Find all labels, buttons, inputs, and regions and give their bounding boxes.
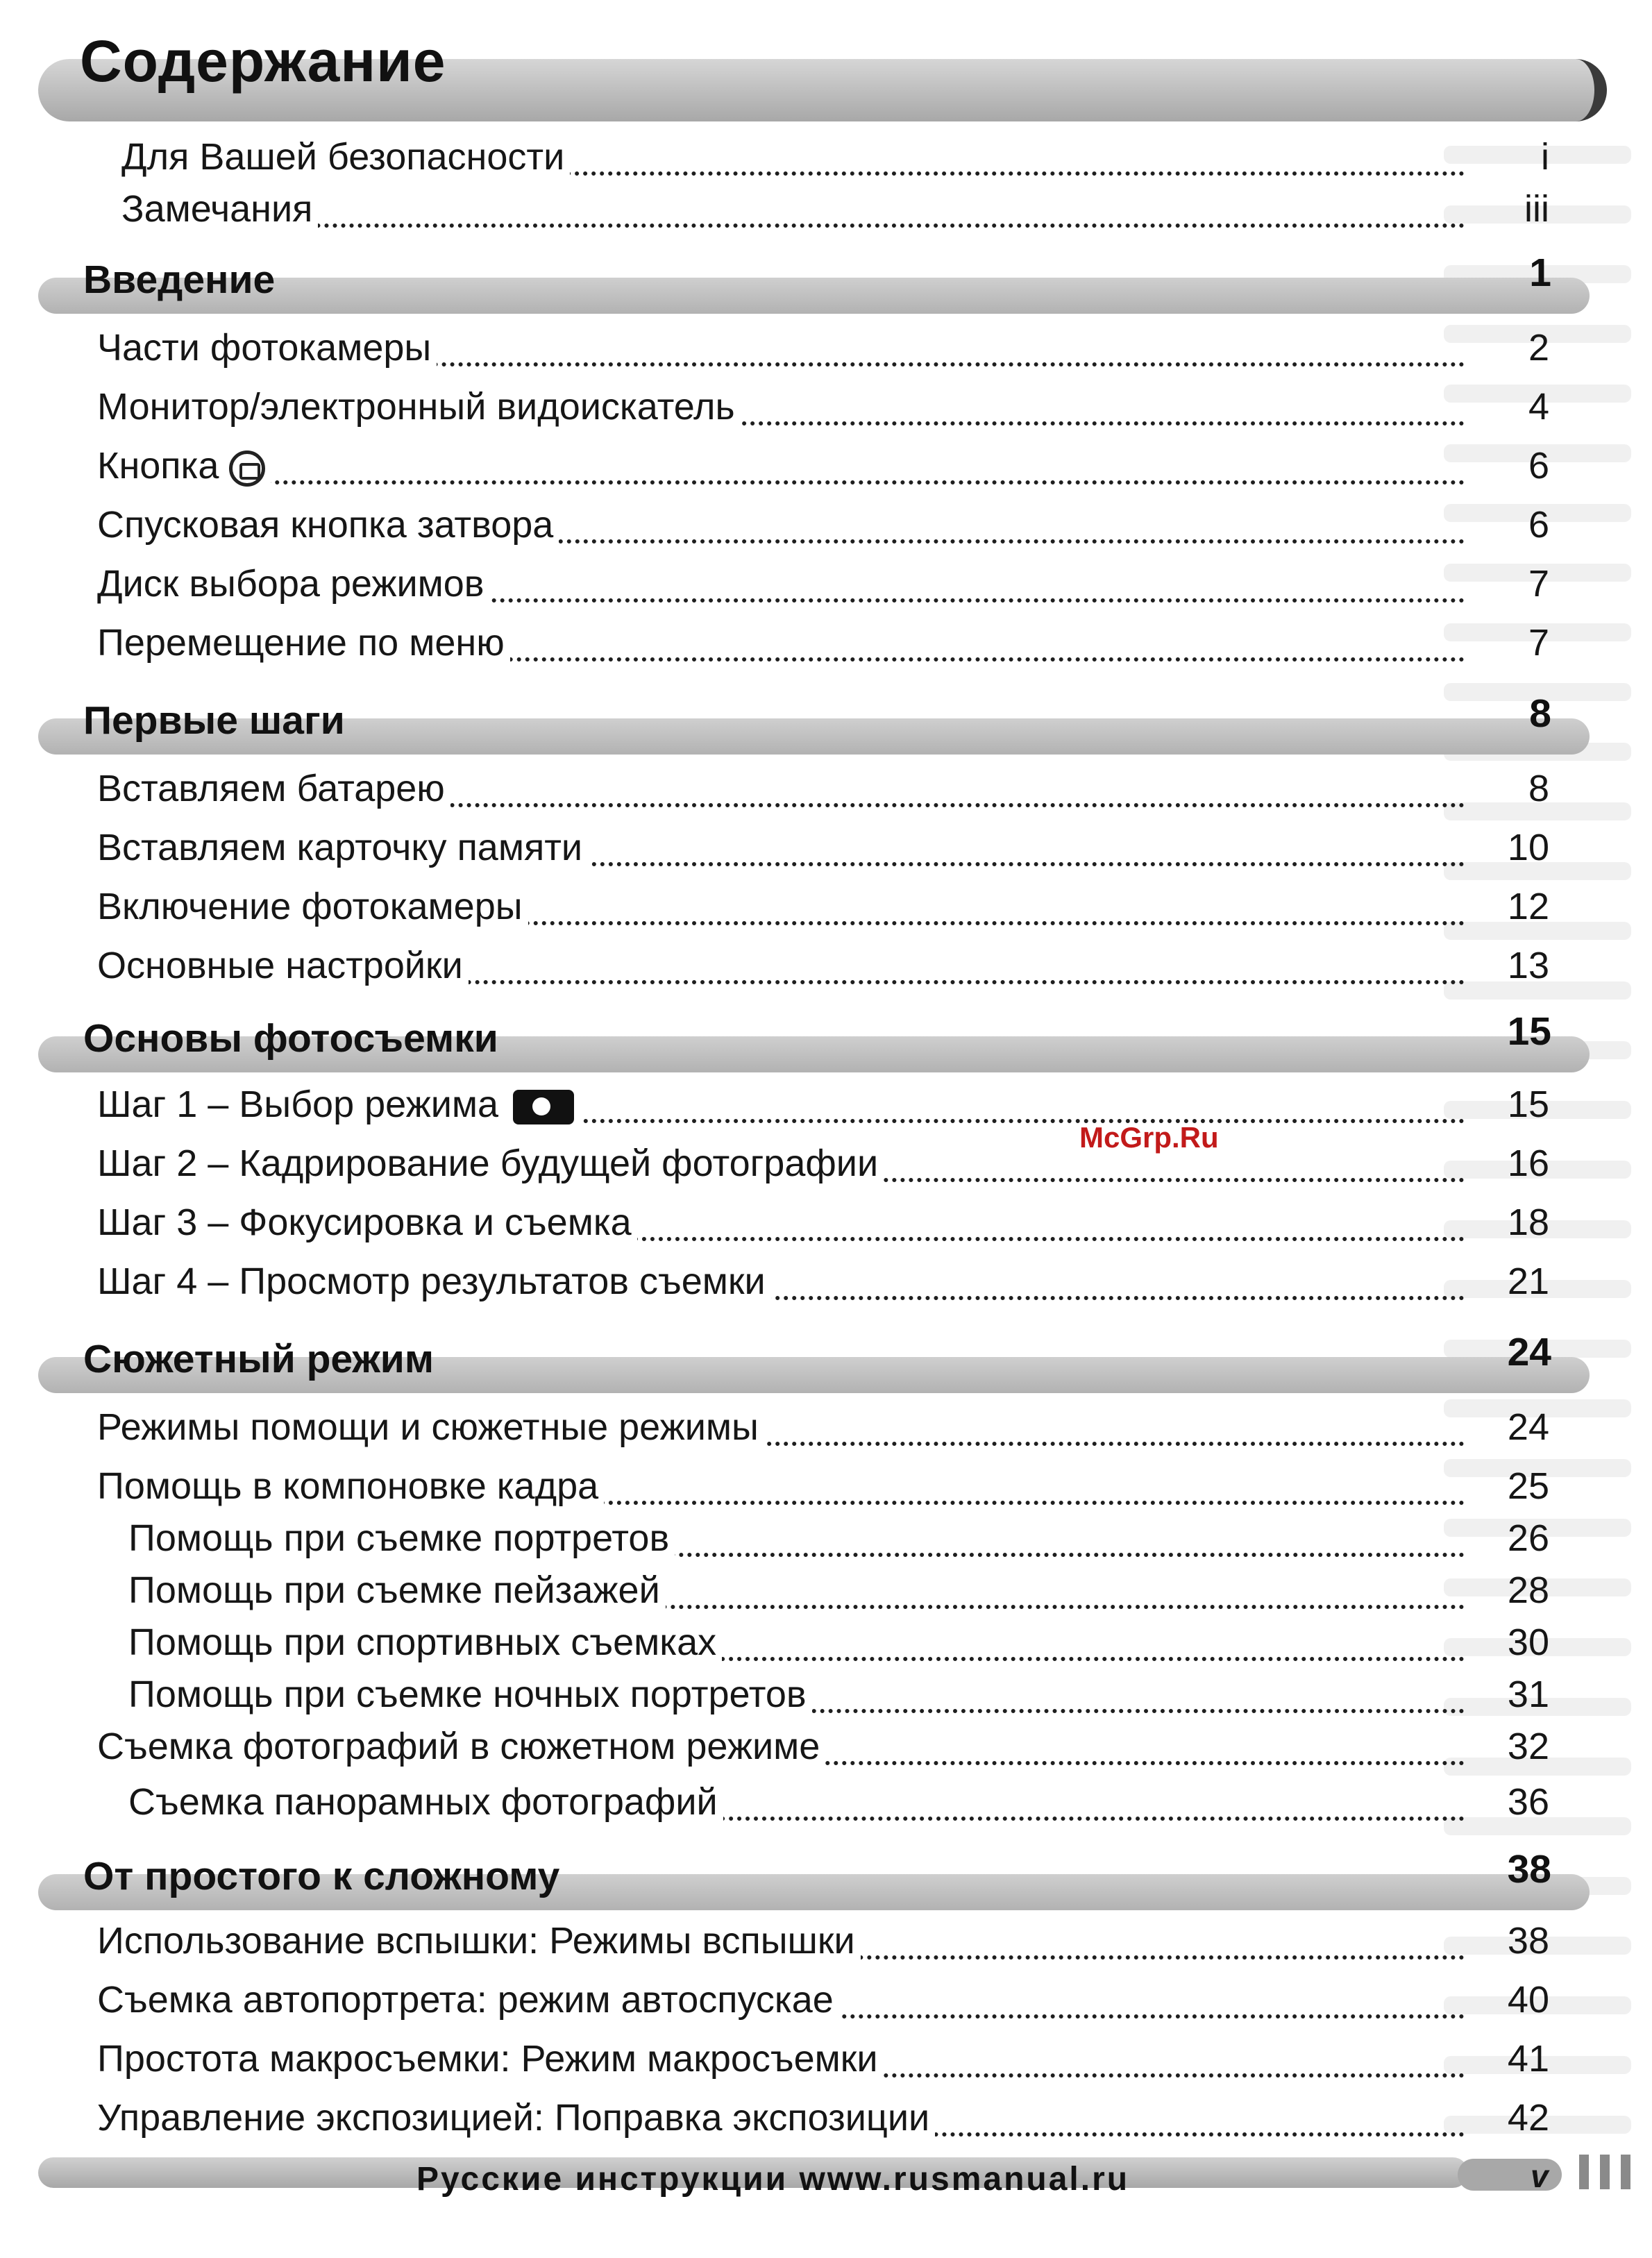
section-page: 8 xyxy=(1529,691,1551,736)
section-title[interactable]: От простого к сложному xyxy=(83,1854,560,1898)
toc-entry-page: 4 xyxy=(1528,386,1549,428)
toc-entry-page: 21 xyxy=(1507,1261,1549,1302)
toc-entry-label xyxy=(128,1780,723,1823)
toc-entry-page: 2 xyxy=(1528,327,1549,369)
toc-entry-page: 36 xyxy=(1507,1781,1549,1823)
toc-entry-label xyxy=(97,1142,884,1185)
toc-entry[interactable] xyxy=(0,135,1652,184)
toc-entry[interactable] xyxy=(0,1978,1652,2027)
toc-entry-text: Монитор/электронный видоискатель xyxy=(97,386,735,428)
toc-entry-label xyxy=(97,826,588,869)
toc-entry-text: Использование вспышки: Режимы вспышки xyxy=(97,1920,855,1962)
toc-entry[interactable] xyxy=(0,1919,1652,1968)
toc-entry-label xyxy=(97,2096,935,2139)
toc-entry-text: Съемка фотографий в сюжетном режиме xyxy=(97,1726,820,1767)
toc-entry-text: Помощь при съемке портретов xyxy=(128,1517,670,1559)
toc-entry[interactable] xyxy=(0,1569,1652,1617)
toc-entry-page: 25 xyxy=(1507,1465,1549,1507)
toc-entry-text: Перемещение по меню xyxy=(97,622,505,664)
toc-entry-label xyxy=(128,1673,812,1716)
toc-entry-page: 31 xyxy=(1507,1674,1549,1715)
toc-entry-label xyxy=(97,385,741,428)
toc-entry[interactable] xyxy=(0,1621,1652,1669)
toc-entry[interactable] xyxy=(0,944,1652,993)
toc-entry-text: Для Вашей безопасности xyxy=(121,136,565,178)
toc-entry-label xyxy=(121,135,570,178)
toc-entry[interactable] xyxy=(0,826,1652,875)
toc-entry[interactable] xyxy=(0,2096,1652,2145)
toc-entry-text: Съемка автопортрета: режим автоспускае xyxy=(97,1979,834,2021)
toc-entry-text: Диск выбора режимов xyxy=(97,563,484,605)
toc-entry[interactable] xyxy=(0,444,1652,493)
toc-entry[interactable] xyxy=(0,503,1652,552)
toc-entry[interactable] xyxy=(0,385,1652,434)
toc-entry[interactable] xyxy=(0,562,1652,611)
toc-entry-label xyxy=(97,1978,839,2021)
toc-entry-label xyxy=(97,1406,764,1449)
toc-entry-text: Управление экспозицией: Поправка экспозиции xyxy=(97,2097,930,2139)
toc-entry-text: Съемка панорамных фотографий xyxy=(128,1781,718,1823)
edge-stripe xyxy=(1579,2155,1589,2189)
toc-entry-text: Помощь при съемке ночных портретов xyxy=(128,1674,807,1715)
toc-entry[interactable] xyxy=(0,187,1652,236)
section-title[interactable]: Первые шаги xyxy=(83,698,345,743)
toc-entry-label xyxy=(97,885,528,928)
toc-entry-text: Шаг 1 – Выбор режима xyxy=(97,1084,499,1125)
toc-entry-page: 30 xyxy=(1507,1621,1549,1663)
toc-entry[interactable] xyxy=(0,1780,1652,1829)
toc-entry-label xyxy=(97,562,489,605)
edge-stripe xyxy=(1600,2155,1610,2189)
toc-entry-label xyxy=(97,621,510,664)
toc-entry-label xyxy=(97,1083,580,1126)
toc-entry[interactable] xyxy=(0,885,1652,934)
camera-mode-icon xyxy=(513,1090,574,1124)
toc-entry-label xyxy=(128,1621,722,1664)
toc-entry[interactable] xyxy=(0,1083,1652,1131)
toc-entry-page: 26 xyxy=(1507,1517,1549,1559)
page-number: v xyxy=(1531,2158,1549,2194)
section-title[interactable]: Основы фотосъемки xyxy=(83,1016,498,1061)
toc-entry-label xyxy=(97,444,271,487)
toc-entry-label xyxy=(97,1201,637,1244)
toc-entry-text: Вставляем карточку памяти xyxy=(97,827,583,868)
display-button-icon xyxy=(229,450,265,487)
toc-entry-label xyxy=(97,767,450,810)
section-page: 15 xyxy=(1507,1009,1551,1054)
toc-entry-label xyxy=(128,1517,675,1560)
toc-entry[interactable] xyxy=(0,1673,1652,1721)
toc-entry-label xyxy=(97,326,437,369)
toc-entry-label xyxy=(97,1465,604,1508)
toc-entry-text: Шаг 4 – Просмотр результатов съемки xyxy=(97,1261,766,1302)
toc-entry-text: Простота макросъемки: Режим макросъемки xyxy=(97,2038,878,2080)
toc-entry-label xyxy=(121,187,318,230)
section-page: 38 xyxy=(1507,1847,1551,1892)
toc-entry-page: 28 xyxy=(1507,1569,1549,1611)
dot-leader xyxy=(125,473,1465,485)
toc-entry-text: Спусковая кнопка затвора xyxy=(97,504,554,546)
toc-entry-page: 40 xyxy=(1507,1979,1549,2021)
dot-leader xyxy=(149,217,1465,228)
section-title[interactable]: Введение xyxy=(83,258,276,302)
toc-entry-text: Помощь в компоновке кадра xyxy=(97,1465,599,1507)
toc-entry-label xyxy=(97,944,469,987)
toc-entry-page: iii xyxy=(1524,188,1549,230)
toc-entry-text: Помощь при съемке пейзажей xyxy=(128,1569,660,1611)
toc-entry-label xyxy=(97,1725,825,1768)
toc-entry-label xyxy=(97,1260,771,1303)
toc-entry[interactable] xyxy=(0,1465,1652,1513)
toc-entry-label xyxy=(97,2037,884,2080)
toc-entry-label xyxy=(97,1919,861,1962)
toc-entry-text: Части фотокамеры xyxy=(97,327,432,369)
toc-entry[interactable] xyxy=(0,1260,1652,1308)
toc-entry-text: Режимы помощи и сюжетные режимы xyxy=(97,1406,759,1448)
toc-entry[interactable] xyxy=(0,1142,1652,1190)
toc-entry-page: 42 xyxy=(1507,2097,1549,2139)
toc-entry-page: 7 xyxy=(1528,563,1549,605)
section-page: 1 xyxy=(1529,251,1551,295)
toc-entry-page: 13 xyxy=(1507,945,1549,986)
toc-entry-text: Шаг 2 – Кадрирование будущей фотографии xyxy=(97,1143,879,1184)
toc-entry[interactable] xyxy=(0,767,1652,816)
toc-entry-page: i xyxy=(1541,136,1549,178)
toc-entry[interactable] xyxy=(0,326,1652,375)
toc-entry[interactable] xyxy=(0,1725,1652,1773)
toc-entry-page: 10 xyxy=(1507,827,1549,868)
toc-entry-page: 15 xyxy=(1507,1084,1549,1125)
toc-entry-page: 6 xyxy=(1528,504,1549,546)
toc-entry-text: Кнопка xyxy=(97,445,219,487)
toc-entry-page: 38 xyxy=(1507,1920,1549,1962)
toc-entry-page: 8 xyxy=(1528,768,1549,809)
toc-entry-page: 12 xyxy=(1507,886,1549,927)
toc-entry[interactable] xyxy=(0,1201,1652,1249)
section-title[interactable]: Сюжетный режим xyxy=(83,1337,434,1381)
toc-entry-page: 32 xyxy=(1507,1726,1549,1767)
toc-entry[interactable] xyxy=(0,1406,1652,1454)
toc-entry-text: Шаг 3 – Фокусировка и съемка xyxy=(97,1202,632,1243)
toc-entry-text: Замечания xyxy=(121,188,313,230)
watermark: McGrp.Ru xyxy=(1079,1121,1219,1154)
toc-entry-page: 41 xyxy=(1507,2038,1549,2080)
toc-entry-page: 18 xyxy=(1507,1202,1549,1243)
toc-entry[interactable] xyxy=(0,2037,1652,2086)
toc-entry-page: 7 xyxy=(1528,622,1549,664)
edge-stripe xyxy=(1621,2155,1630,2189)
toc-entry-text: Включение фотокамеры xyxy=(97,886,523,927)
toc-entry-label xyxy=(128,1569,666,1612)
toc-entry-page: 24 xyxy=(1507,1406,1549,1448)
toc-entry[interactable] xyxy=(0,1517,1652,1565)
toc-entry-text: Основные настройки xyxy=(97,945,463,986)
toc-entry-label xyxy=(97,503,559,546)
footer-text: Русские инструкции www.rusmanual.ru xyxy=(416,2161,1130,2198)
toc-entry-text: Вставляем батарею xyxy=(97,768,445,809)
page-title: Содержание xyxy=(80,28,446,94)
toc-entry-page: 16 xyxy=(1507,1143,1549,1184)
toc-entry[interactable] xyxy=(0,621,1652,670)
section-page: 24 xyxy=(1507,1330,1551,1374)
toc-entry-page: 6 xyxy=(1528,445,1549,487)
toc-entry-text: Помощь при спортивных съемках xyxy=(128,1621,717,1663)
